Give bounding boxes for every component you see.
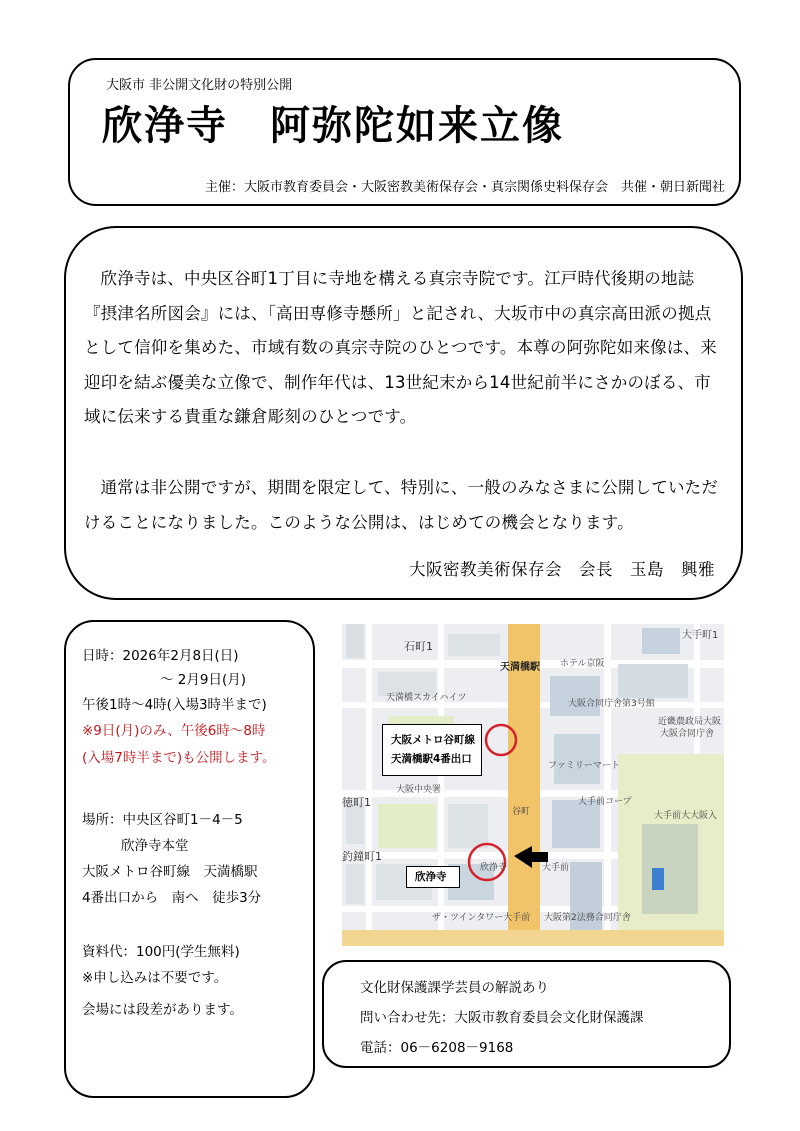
access-line-1: 大阪メトロ谷町線 天満橋駅 xyxy=(82,864,258,880)
phone-line: 電話：06－6208－9168 xyxy=(360,1040,514,1056)
map-label-tokumachi: 徳町1 xyxy=(342,796,371,809)
place-line-1: 場所：中央区谷町1－4－5 xyxy=(82,812,243,828)
evening-note-2: (入場7時半まで)も公開します。 xyxy=(82,750,276,766)
station-callout-line1: 大阪メトロ谷町線 xyxy=(391,734,475,746)
intro-box xyxy=(64,226,743,600)
steps-note: 会場には段差があります。 xyxy=(82,1002,243,1018)
station-callout-line2: 天満橋駅4番出口 xyxy=(391,753,472,765)
apply-note: ※申し込みは不要です。 xyxy=(82,970,228,986)
map-label-skyhigh: 天満橋スカイハイツ xyxy=(386,693,467,703)
fee-line: 資料代：100円(学生無料) xyxy=(82,944,240,960)
map-label-otemae: 大手前 xyxy=(542,863,570,873)
event-title: 欣浄寺 阿弥陀如来立像 xyxy=(102,103,564,149)
map-label-godochosha2: 大阪第2法務合同庁舎 xyxy=(544,913,631,923)
map-label-tower: ザ・ツインタワー大手前 xyxy=(432,913,531,923)
intro-paragraph-2: 通常は非公開ですが、期間を限定して、特別に、一般のみなさまに公開していただけることになりました。このような公開は、はじめての機会となります。 xyxy=(84,478,719,532)
inquiry-line: 問い合わせ先：大阪市教育委員会文化財保護課 xyxy=(360,1010,644,1026)
intro-paragraph-1: 欣浄寺は、中央区谷町1丁目に寺地を構える真宗寺院です。江戸時代後期の地誌『摂津名所図会』には、「高田専修寺懸所」と記され、大坂市中の真宗高田派の拠点として信仰を集めた、市域有数の真宗寺院のひとつです。本尊の阿弥陀如来像は、来迎印を結ぶ優美な立像で、制作年代は、13世紀末から14世紀前半にさかのぼる、市域に伝来する貴重な鎌倉彫刻のひとつです。 xyxy=(84,269,717,426)
organizer-text: 主催：大阪市教育委員会・大阪密教美術保存会・真宗関係史料保存会 共催・朝日新聞社 xyxy=(204,180,725,195)
map-label-yamachi: 釣鐘町1 xyxy=(342,850,382,863)
contact-box xyxy=(322,960,731,1068)
map-label-tanimachi: 谷町 xyxy=(512,807,531,817)
evening-note-1: ※9日(月)のみ、午後6時～8時 xyxy=(82,723,266,739)
date-line-1: 日時：2026年2月8日(日) xyxy=(82,648,239,664)
access-map xyxy=(342,624,724,946)
map-label-otemae-coop: 大手前コープ xyxy=(578,797,632,807)
access-line-2: 4番出口から 南へ 徒歩3分 xyxy=(82,890,262,906)
map-label-ishimachi: 石町1 xyxy=(404,640,433,653)
map-label-hotel: ホテル京阪 xyxy=(560,659,605,669)
time-line: 午後1時～4時(入場3時半まで) xyxy=(82,697,267,713)
map-label-tenmabashi: 天満橋駅 xyxy=(500,662,540,673)
map-label-chuo: 大阪中央署 xyxy=(396,785,442,795)
station-callout xyxy=(382,724,482,776)
map-label-godochosha3: 大阪合同庁舎第3号館 xyxy=(568,699,655,709)
temple-callout: 欣浄寺 xyxy=(406,866,460,888)
header-box xyxy=(68,58,741,206)
map-label-otemachi1: 大手町1 xyxy=(682,630,719,641)
place-line-2: 欣浄寺本堂 xyxy=(121,838,189,854)
map-label-otemae-school: 大手前大大阪入 xyxy=(654,811,718,821)
date-line-2: ～ 2月9日(月) xyxy=(160,672,247,688)
signature: 大阪密教美術保存会 会長 玉島 興雅 xyxy=(409,560,715,579)
info-box xyxy=(64,620,315,1098)
map-label-kinki: 近畿農政局大阪 xyxy=(658,717,722,727)
event-subtitle: 大阪市 非公開文化財の特別公開 xyxy=(106,78,293,93)
lecture-note: 文化財保護課学芸員の解説あり xyxy=(360,980,549,996)
map-label-temple-small: 欣浄寺 xyxy=(480,863,508,873)
map-label-osaka-kaikan: 大阪合同庁舎 xyxy=(660,729,715,739)
map-label-familymart: ファミリーマート xyxy=(548,761,620,771)
